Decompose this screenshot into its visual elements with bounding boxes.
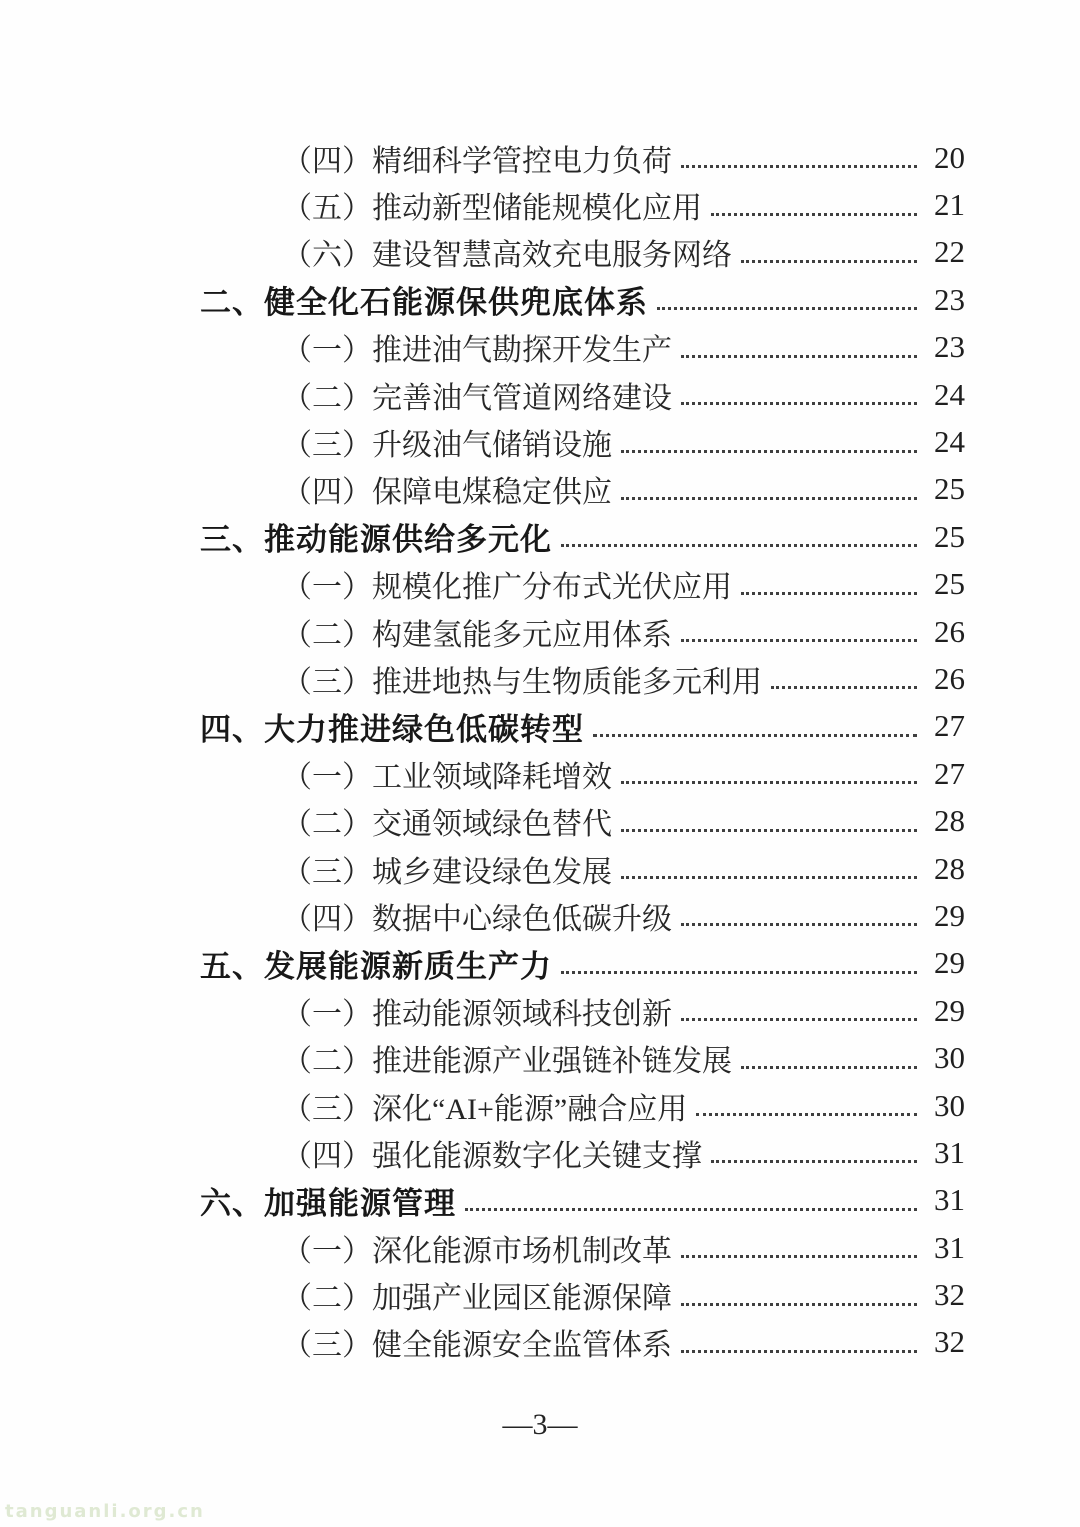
toc-dot-leader <box>681 355 917 358</box>
toc-entry-label[interactable]: （二）完善油气管道网络建设 <box>282 381 672 415</box>
toc-entry[interactable] <box>200 1177 965 1224</box>
toc-entry[interactable] <box>200 466 965 513</box>
toc-dot-leader <box>561 971 917 974</box>
toc-dot-leader <box>657 307 917 310</box>
toc-entry-label[interactable]: （四）强化能源数字化关键支撑 <box>282 1139 702 1173</box>
toc-list <box>200 134 965 1366</box>
toc-entry-page: 31 <box>934 1182 965 1218</box>
toc-entry[interactable] <box>200 276 965 323</box>
toc-entry-page: 27 <box>934 708 965 744</box>
toc-dot-leader <box>681 923 917 926</box>
toc-entry-label[interactable]: （三）深化“AI+能源”融合应用 <box>282 1092 688 1126</box>
toc-entry-page: 24 <box>934 424 965 460</box>
toc-entry[interactable] <box>200 987 965 1034</box>
toc-entry-page: 32 <box>934 1324 965 1360</box>
toc-entry-label[interactable]: 三、推动能源供给多元化 <box>200 522 552 558</box>
toc-entry-page: 31 <box>934 1229 965 1265</box>
toc-dot-leader <box>681 1303 917 1306</box>
toc-entry[interactable] <box>200 134 965 181</box>
toc-entry-label[interactable]: （一）深化能源市场机制改革 <box>282 1234 672 1268</box>
toc-entry[interactable] <box>200 703 965 750</box>
toc-entry-page: 21 <box>934 187 965 223</box>
toc-entry-label[interactable]: （六）建设智慧高效充电服务网络 <box>282 239 732 273</box>
toc-entry[interactable] <box>200 181 965 228</box>
toc-dot-leader <box>681 1350 917 1353</box>
toc-entry-label[interactable]: 五、发展能源新质生产力 <box>200 948 552 984</box>
toc-dot-leader <box>681 1255 917 1258</box>
toc-entry-label[interactable]: （四）数据中心绿色低碳升级 <box>282 902 672 936</box>
toc-dot-leader <box>681 402 917 405</box>
toc-dot-leader <box>465 1208 917 1211</box>
toc-entry-label[interactable]: （一）规模化推广分布式光伏应用 <box>282 571 732 605</box>
toc-entry-label[interactable]: （二）推进能源产业强链补链发展 <box>282 1045 732 1079</box>
toc-dot-leader <box>711 213 917 216</box>
toc-dot-leader <box>621 829 917 832</box>
toc-entry-label[interactable]: （五）推动新型储能规模化应用 <box>282 192 702 226</box>
toc-entry-label[interactable]: （二）加强产业园区能源保障 <box>282 1282 672 1316</box>
toc-entry-page: 23 <box>934 281 965 317</box>
toc-entry[interactable] <box>200 892 965 939</box>
toc-entry-page: 25 <box>934 471 965 507</box>
toc-entry[interactable] <box>200 229 965 276</box>
toc-entry-page: 30 <box>934 1040 965 1076</box>
toc-entry-page: 30 <box>934 1087 965 1123</box>
toc-entry-page: 22 <box>934 234 965 270</box>
toc-entry-label[interactable]: 六、加强能源管理 <box>200 1185 456 1221</box>
toc-entry-page: 32 <box>934 1277 965 1313</box>
toc-entry-page: 20 <box>934 139 965 175</box>
toc-entry-page: 25 <box>934 518 965 554</box>
toc-entry-label[interactable]: （三）城乡建设绿色发展 <box>282 855 612 889</box>
toc-entry-page: 25 <box>934 566 965 602</box>
toc-dot-leader <box>621 781 917 784</box>
toc-entry-label[interactable]: （二）交通领域绿色替代 <box>282 808 612 842</box>
toc-entry-label[interactable]: （四）保障电煤稳定供应 <box>282 476 612 510</box>
toc-entry[interactable] <box>200 324 965 371</box>
toc-dot-leader <box>681 1018 917 1021</box>
toc-entry-page: 28 <box>934 850 965 886</box>
toc-dot-leader <box>621 497 917 500</box>
toc-dot-leader <box>771 686 917 689</box>
toc-dot-leader <box>561 544 917 547</box>
toc-entry[interactable] <box>200 940 965 987</box>
toc-entry-label[interactable]: （一）推动能源领域科技创新 <box>282 997 672 1031</box>
toc-entry-page: 28 <box>934 803 965 839</box>
toc-entry[interactable] <box>200 1224 965 1271</box>
toc-entry[interactable] <box>200 845 965 892</box>
toc-dot-leader <box>621 876 917 879</box>
toc-entry-page: 26 <box>934 613 965 649</box>
toc-entry[interactable] <box>200 608 965 655</box>
toc-entry[interactable] <box>200 1271 965 1318</box>
toc-entry-page: 29 <box>934 897 965 933</box>
toc-entry-label[interactable]: （四）精细科学管控电力负荷 <box>282 144 672 178</box>
toc-entry[interactable] <box>200 1319 965 1366</box>
watermark: tanguanli.org.cn <box>5 1501 205 1522</box>
page-number: —3— <box>502 1408 578 1441</box>
toc-dot-leader <box>711 1160 917 1163</box>
toc-entry-page: 26 <box>934 660 965 696</box>
toc-entry-page: 27 <box>934 755 965 791</box>
toc-entry-page: 24 <box>934 376 965 412</box>
toc-entry-label[interactable]: （三）升级油气储销设施 <box>282 429 612 463</box>
toc-entry[interactable] <box>200 1034 965 1081</box>
toc-dot-leader <box>621 450 917 453</box>
toc-entry-label[interactable]: （三）健全能源安全监管体系 <box>282 1329 672 1363</box>
page-footer <box>0 1408 1080 1442</box>
toc-entry[interactable] <box>200 750 965 797</box>
toc-entry[interactable] <box>200 371 965 418</box>
toc-entry[interactable] <box>200 797 965 844</box>
toc-dot-leader <box>741 592 917 595</box>
toc-entry-page: 23 <box>934 329 965 365</box>
toc-dot-leader <box>741 1066 917 1069</box>
toc-entry[interactable] <box>200 655 965 702</box>
toc-entry[interactable] <box>200 561 965 608</box>
toc-entry-label[interactable]: 四、大力推进绿色低碳转型 <box>200 711 584 747</box>
toc-dot-leader <box>681 165 917 168</box>
toc-entry-label[interactable]: （一）工业领域降耗增效 <box>282 760 612 794</box>
toc-entry[interactable] <box>200 1129 965 1176</box>
toc-entry[interactable] <box>200 513 965 560</box>
toc-entry-page: 29 <box>934 945 965 981</box>
toc-entry-page: 31 <box>934 1134 965 1170</box>
toc-entry-label[interactable]: （一）推进油气勘探开发生产 <box>282 334 672 368</box>
toc-dot-leader <box>593 734 917 737</box>
toc-entry[interactable] <box>200 1082 965 1129</box>
toc-dot-leader <box>741 260 917 263</box>
toc-entry-page: 29 <box>934 992 965 1028</box>
toc-entry[interactable] <box>200 418 965 465</box>
toc-entry-label[interactable]: （二）构建氢能多元应用体系 <box>282 618 672 652</box>
toc-dot-leader <box>696 1113 917 1116</box>
toc-entry-label[interactable]: 二、健全化石能源保供兜底体系 <box>200 285 648 321</box>
toc-dot-leader <box>681 639 917 642</box>
toc-entry-label[interactable]: （三）推进地热与生物质能多元利用 <box>282 665 762 699</box>
